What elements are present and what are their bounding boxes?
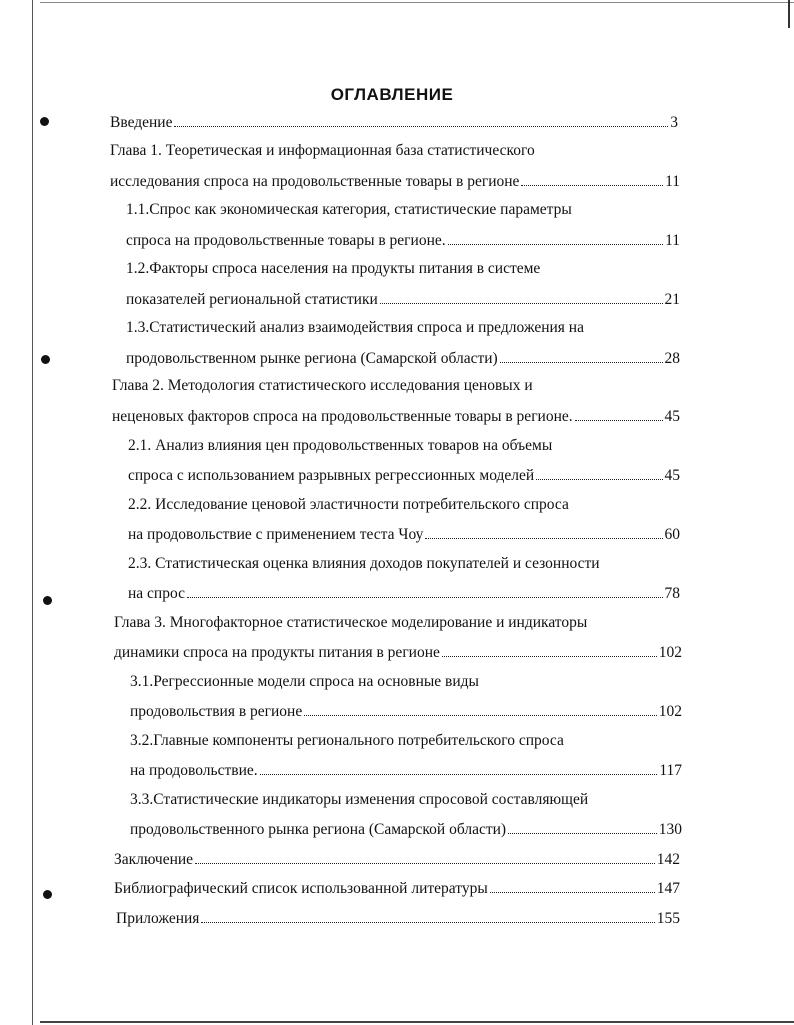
toc-entry-title: неценовых факторов спроса на продовольственные товары в регионе.	[112, 408, 573, 425]
toc-entry-title: 1.3.Статистический анализ взаимодействия спроса и предложения на	[126, 319, 584, 336]
toc-page-number: 11	[665, 173, 680, 190]
toc-page-number: 102	[658, 644, 682, 661]
toc-entry[interactable]	[130, 731, 564, 751]
toc-page-number: 155	[656, 910, 680, 927]
leader-dots	[521, 171, 663, 186]
toc-entry[interactable]	[130, 819, 682, 839]
toc-entry-title: 2.1. Анализ влияния цен продовольственных товаров на объемы	[128, 437, 553, 454]
toc-entry[interactable]	[128, 524, 680, 544]
leader-dots	[448, 230, 663, 245]
punch-hole-icon	[41, 355, 50, 364]
toc-page-number: 21	[664, 291, 680, 308]
toc-entry-title: 3.3.Статистические индикаторы изменения спросовой составляющей	[130, 791, 589, 808]
toc-entry[interactable]	[130, 760, 682, 780]
leader-dots	[304, 701, 657, 716]
toc-page-number: 28	[664, 350, 680, 367]
punch-hole-icon	[43, 596, 52, 605]
toc-entry[interactable]	[130, 701, 682, 721]
leader-dots	[174, 112, 668, 127]
leader-dots	[201, 908, 654, 923]
leader-dots	[500, 348, 663, 363]
toc-entry[interactable]	[112, 376, 533, 396]
toc-entry-title: 2.3. Статистическая оценка влияния доходов покупателей и сезонности	[128, 555, 600, 572]
toc-entry-title: продовольственном рынке региона (Самарской области)	[126, 350, 498, 367]
toc-page-number: 147	[656, 880, 680, 897]
toc-page-number: 130	[658, 821, 682, 838]
toc-entry-title: 3.1.Регрессионные модели спроса на основные виды	[130, 673, 479, 690]
toc-entry[interactable]	[126, 259, 540, 279]
toc-entry[interactable]	[114, 849, 680, 869]
toc-entry[interactable]	[128, 554, 600, 574]
toc-entry[interactable]	[110, 141, 535, 161]
toc-entry-title: динамики спроса на продукты питания в регионе	[114, 644, 440, 661]
scan-edge-left	[32, 0, 33, 1025]
toc-entry-title: 3.2.Главные компоненты регионального потребительского спроса	[130, 732, 564, 749]
leader-dots	[536, 465, 662, 480]
toc-entry[interactable]	[126, 289, 680, 309]
toc-entry[interactable]	[114, 642, 682, 662]
toc-entry-title: исследования спроса на продовольственные товары в регионе	[110, 173, 520, 190]
punch-hole-icon	[43, 890, 52, 899]
toc-entry-title: продовольственного рынка региона (Самарской области)	[130, 821, 507, 838]
toc-entry-title: Глава 1. Теоретическая и информационная база статистического	[110, 142, 535, 159]
toc-page-number: 142	[656, 851, 680, 868]
toc-entry-title: продовольствия в регионе	[130, 703, 303, 720]
toc-entry[interactable]	[116, 908, 680, 928]
leader-dots	[490, 878, 655, 893]
toc-entry[interactable]	[126, 230, 680, 250]
toc-entry-title: Глава 2. Методология статистического исследования ценовых и	[112, 377, 533, 394]
toc-entry[interactable]	[128, 495, 569, 515]
toc-page-number: 45	[664, 408, 680, 425]
toc-entry-title: Приложения	[116, 910, 200, 927]
toc-page-number: 117	[659, 762, 682, 779]
toc-entry[interactable]	[114, 878, 680, 898]
toc-entry-title: Заключение	[114, 851, 194, 868]
toc-entry-title: на спрос	[128, 585, 185, 602]
toc-entry[interactable]	[128, 583, 680, 603]
toc-entry[interactable]	[110, 171, 680, 191]
leader-dots	[380, 289, 663, 304]
toc-entry[interactable]	[126, 200, 572, 220]
scan-edge-top	[40, 2, 794, 3]
toc-page-number: 11	[665, 232, 680, 249]
leader-dots	[260, 760, 658, 775]
leader-dots	[195, 849, 655, 864]
leader-dots	[575, 406, 663, 421]
toc-entry[interactable]	[128, 465, 680, 485]
toc-page-number: 3	[670, 114, 678, 131]
toc-entry-title: Введение	[110, 114, 173, 131]
toc-entry[interactable]	[126, 318, 584, 338]
toc-entry-title: показателей региональной статистики	[126, 291, 378, 308]
scan-edge-bottom	[40, 1021, 794, 1023]
leader-dots	[442, 642, 657, 657]
toc-entry[interactable]	[128, 436, 552, 456]
toc-page-number: 102	[658, 703, 682, 720]
toc-entry[interactable]	[110, 112, 678, 132]
toc-page-number: 78	[664, 585, 680, 602]
toc-entry[interactable]	[130, 672, 479, 692]
punch-hole-icon	[40, 117, 49, 126]
toc-entry-title: на продовольствие.	[130, 762, 258, 779]
toc-entry-title: Библиографический список использованной литературы	[114, 880, 488, 897]
toc-entry-title: Глава 3. Многофакторное статистическое моделирование и индикаторы	[114, 614, 588, 631]
leader-dots	[187, 583, 663, 598]
toc-entry[interactable]	[126, 348, 680, 368]
toc-entry-title: спроса на продовольственные товары в регионе.	[126, 232, 446, 249]
page-title: ОГЛАВЛЕНИЕ	[330, 85, 454, 104]
leader-dots	[425, 524, 662, 539]
toc-entry-title: на продовольствие с применением теста Чоу	[128, 526, 424, 543]
toc-entry-title: 1.1.Спрос как экономическая категория, статистические параметры	[126, 201, 572, 218]
toc-entry-title: 2.2. Исследование ценовой эластичности потребительского спроса	[128, 496, 569, 513]
toc-entry[interactable]	[112, 406, 680, 426]
toc-page-number: 60	[664, 526, 680, 543]
toc-entry-title: 1.2.Факторы спроса населения на продукты питания в системе	[126, 260, 541, 277]
toc-entry-title: спроса с использованием разрывных регрессионных моделей	[128, 467, 535, 484]
toc-entry[interactable]	[130, 790, 588, 810]
leader-dots	[508, 819, 657, 834]
toc-page-number: 45	[664, 467, 680, 484]
toc-entry[interactable]	[114, 613, 587, 633]
scan-edge-right	[788, 0, 790, 28]
